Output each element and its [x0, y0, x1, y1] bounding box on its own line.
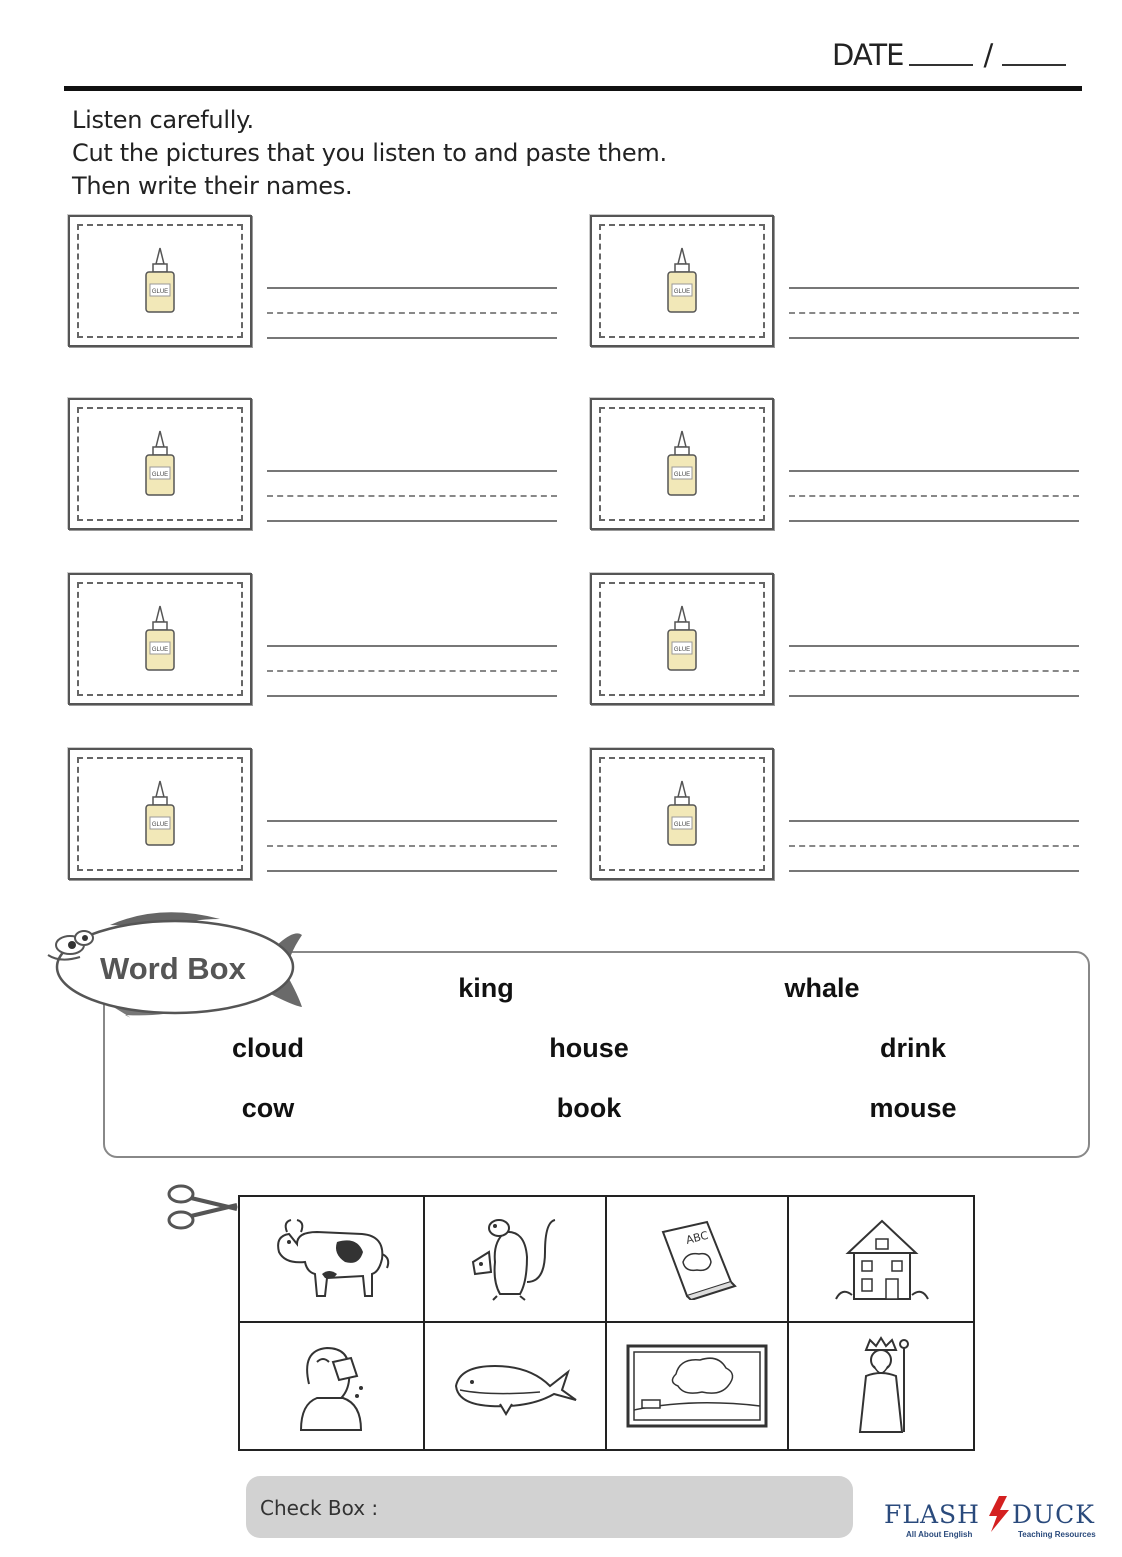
paste-box[interactable] — [590, 573, 774, 705]
paste-box[interactable] — [590, 215, 774, 347]
picture-cell-whale[interactable] — [425, 1323, 607, 1449]
date-separator: / — [983, 38, 993, 72]
writing-top-line — [789, 287, 1079, 289]
writing-base-line — [267, 695, 557, 697]
word-box-title: Word Box — [100, 951, 246, 986]
writing-lines[interactable] — [789, 287, 1079, 347]
writing-top-line — [267, 287, 557, 289]
writing-lines[interactable] — [267, 645, 557, 705]
picture-cell-cloud[interactable] — [607, 1323, 789, 1449]
writing-top-line — [267, 470, 557, 472]
glue-label: GLUE — [673, 472, 691, 478]
scissors-icon — [165, 1182, 245, 1232]
logo-text-right: DUCK — [1012, 1500, 1095, 1529]
house-icon — [834, 1213, 929, 1305]
paste-box[interactable] — [590, 398, 774, 530]
word-house: house — [549, 1033, 629, 1063]
logo-tagline-right: Teaching Resources — [1018, 1530, 1096, 1539]
lightning-bolt-icon — [983, 1496, 1011, 1532]
date-field — [832, 38, 1072, 72]
paste-box[interactable] — [68, 215, 252, 347]
paste-box[interactable] — [68, 748, 252, 880]
glue-bottle-icon — [664, 779, 700, 849]
cow-icon — [267, 1214, 397, 1304]
word-whale: whale — [784, 973, 860, 1003]
writing-top-line — [789, 820, 1079, 822]
glue-label: GLUE — [673, 822, 691, 828]
mouse-icon — [465, 1212, 565, 1307]
glue-bottle-icon — [142, 246, 178, 316]
glue-label: GLUE — [151, 289, 169, 295]
writing-mid-dashed-line — [789, 845, 1079, 847]
writing-mid-dashed-line — [267, 495, 557, 497]
writing-lines[interactable] — [789, 470, 1079, 530]
writing-mid-dashed-line — [789, 312, 1079, 314]
paste-box[interactable] — [68, 573, 252, 705]
header-divider — [64, 86, 1082, 91]
king-icon — [846, 1336, 916, 1436]
logo-tagline-left: All About English — [906, 1530, 973, 1539]
writing-base-line — [789, 520, 1079, 522]
date-month-blank[interactable] — [909, 38, 973, 66]
word-cloud: cloud — [232, 1033, 304, 1063]
picture-cell-mouse[interactable] — [425, 1197, 607, 1323]
writing-mid-dashed-line — [267, 670, 557, 672]
instruction-line: Cut the pictures that you listen to and paste them. — [72, 139, 667, 167]
flashduck-logo — [884, 1496, 1114, 1546]
writing-base-line — [789, 337, 1079, 339]
word-mouse: mouse — [869, 1093, 957, 1123]
writing-base-line — [789, 870, 1079, 872]
date-label: DATE — [832, 38, 904, 72]
instructions — [72, 104, 667, 203]
writing-mid-dashed-line — [267, 845, 557, 847]
check-box[interactable] — [246, 1476, 853, 1538]
glue-label: GLUE — [151, 647, 169, 653]
glue-bottle-icon — [664, 604, 700, 674]
writing-mid-dashed-line — [789, 495, 1079, 497]
writing-mid-dashed-line — [267, 312, 557, 314]
writing-lines[interactable] — [267, 287, 557, 347]
writing-base-line — [267, 520, 557, 522]
writing-lines[interactable] — [267, 470, 557, 530]
word-king: king — [458, 973, 514, 1003]
writing-lines[interactable] — [789, 820, 1079, 880]
picture-cell-king[interactable] — [789, 1323, 973, 1449]
picture-cell-drink[interactable] — [240, 1323, 425, 1449]
glue-bottle-icon — [664, 246, 700, 316]
picture-cell-house[interactable] — [789, 1197, 973, 1323]
glue-bottle-icon — [142, 429, 178, 499]
glue-bottle-icon — [142, 779, 178, 849]
glue-bottle-icon — [142, 604, 178, 674]
writing-lines[interactable] — [789, 645, 1079, 705]
check-box-label: Check Box : — [260, 1496, 379, 1520]
writing-mid-dashed-line — [789, 670, 1079, 672]
paste-box[interactable] — [590, 748, 774, 880]
instruction-line: Listen carefully. — [72, 106, 254, 134]
whale-icon — [450, 1356, 580, 1416]
glue-label: GLUE — [151, 472, 169, 478]
svg-text:ABC: ABC — [684, 1228, 710, 1247]
fish-title-icon — [40, 905, 310, 1025]
picture-cell-cow[interactable] — [240, 1197, 425, 1323]
cloud-icon — [622, 1340, 772, 1432]
picture-cell-book[interactable] — [607, 1197, 789, 1323]
writing-lines[interactable] — [267, 820, 557, 880]
book-icon — [657, 1218, 737, 1300]
glue-label: GLUE — [673, 289, 691, 295]
logo-text-left: FLASH — [884, 1500, 980, 1529]
paste-box[interactable] — [68, 398, 252, 530]
writing-base-line — [267, 870, 557, 872]
writing-top-line — [267, 645, 557, 647]
glue-bottle-icon — [664, 429, 700, 499]
writing-top-line — [789, 470, 1079, 472]
word-drink: drink — [879, 1033, 947, 1063]
writing-base-line — [789, 695, 1079, 697]
glue-label: GLUE — [673, 647, 691, 653]
writing-top-line — [789, 645, 1079, 647]
drink-icon — [287, 1340, 377, 1432]
picture-grid — [238, 1195, 975, 1451]
date-day-blank[interactable] — [1002, 38, 1066, 66]
word-cow: cow — [241, 1093, 295, 1123]
instruction-line: Then write their names. — [72, 172, 353, 200]
writing-top-line — [267, 820, 557, 822]
writing-base-line — [267, 337, 557, 339]
glue-label: GLUE — [151, 822, 169, 828]
word-book: book — [556, 1093, 622, 1123]
